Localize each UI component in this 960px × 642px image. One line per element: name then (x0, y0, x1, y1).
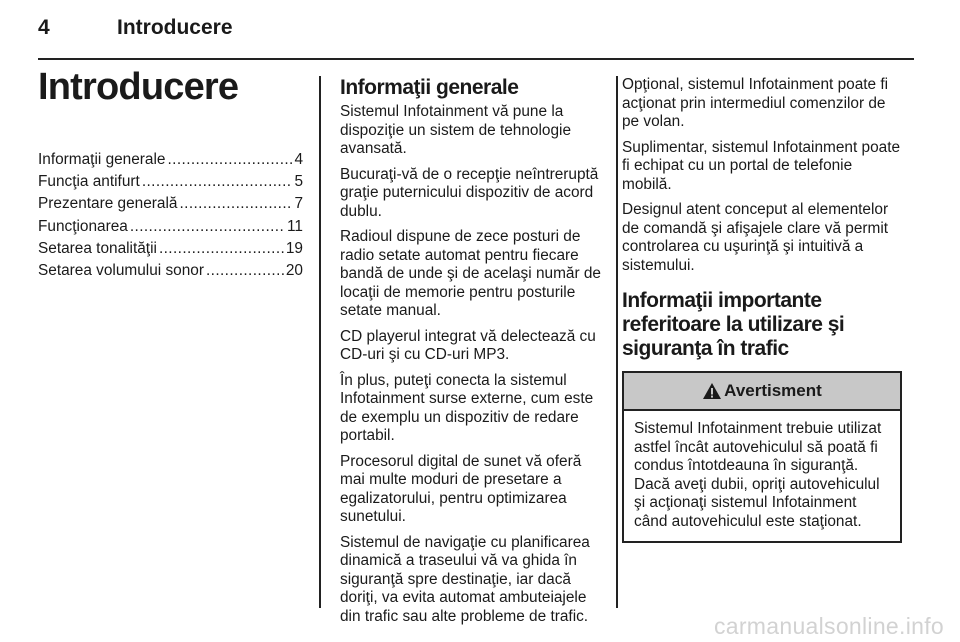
toc-entry-title: Informaţii generale (38, 151, 166, 168)
paragraph: Bucuraţi-vă de o recepţie neîntreruptă graţie puternicului dispozitiv de acord dublu. (340, 165, 599, 220)
toc-entry[interactable] (38, 149, 303, 171)
toc-entry-page: 20 (285, 261, 303, 279)
toc-entry-title: Prezentare generală (38, 195, 178, 213)
warning-header (624, 373, 900, 411)
paragraph: Designul atent conceput al elementelor de comandă şi afişajele clare vă permit controlarea cu uşurinţă şi intuitivă a sistemului. (622, 201, 889, 274)
section-title: Informaţii generale (340, 76, 519, 99)
paragraph: Suplimentar, sistemul Infotainment poate fi echipat cu un portal de telefonie mobilă. (622, 138, 901, 193)
toc-entry-page: 11 (287, 217, 303, 235)
toc-entry[interactable] (38, 193, 303, 215)
chapter-title: Introducere (38, 66, 239, 108)
toc-entry-page: 19 (285, 239, 303, 257)
paragraph: Radioul dispune de zece posturi de radio setate automat pentru fiecare bandă de unde şi de acelaşi număr de locaţii de memorie pentru posturile setate manual. (340, 228, 601, 319)
toc-entry-page: 5 (294, 173, 303, 191)
watermark: carmanualsonline.info (713, 613, 944, 639)
paragraph: În plus, puteţi conecta la sistemul Infotainment surse externe, cum este de exemplu un dispozitiv de redare portabil. (340, 371, 594, 444)
header-rule (38, 58, 914, 60)
toc-leader-dots (167, 149, 292, 171)
toc-entry-page: 7 (294, 195, 303, 213)
running-title: Introducere (117, 16, 233, 39)
toc-entry[interactable] (38, 171, 303, 193)
paragraph: Sistemul Infotainment vă pune la dispoziţie un sistem de tehnologie avansată. (340, 103, 572, 157)
toc-leader-dots (159, 238, 284, 260)
toc-entry-title: Setarea tonalităţii (38, 239, 157, 257)
table-of-contents (38, 149, 303, 282)
paragraph: CD playerul integrat vă delectează cu CD-uri şi cu CD-uri MP3. (340, 327, 596, 363)
warning-triangle-icon (702, 382, 722, 400)
section-title: Informaţii importante referitoare la utilizare şi siguranţa în trafic (622, 289, 845, 360)
toc-entry-page: 4 (294, 151, 303, 168)
page-number: 4 (38, 16, 50, 39)
toc-entry[interactable] (38, 238, 303, 260)
toc-entry[interactable] (38, 260, 303, 282)
warning-box (622, 371, 902, 543)
toc-entry[interactable] (38, 216, 303, 238)
column-divider (616, 76, 618, 608)
toc-entry-title: Funcţionarea (38, 217, 128, 235)
toc-leader-dots (206, 260, 284, 282)
toc-leader-dots (142, 171, 293, 193)
paragraph: Opţional, sistemul Infotainment poate fi acţionat prin intermediul comenzilor de pe volan. (622, 76, 889, 130)
column-right (622, 76, 904, 543)
toc-entry-title: Setarea volumului sonor (38, 261, 204, 279)
toc-leader-dots (179, 193, 292, 215)
column-middle (340, 76, 608, 633)
paragraph: Procesorul digital de sunet vă oferă mai multe moduri de presetare a egalizatorului, pentru optimizarea sunetului. (340, 452, 582, 525)
column-divider (319, 76, 321, 608)
toc-entry-title: Funcţia antifurt (38, 173, 140, 191)
toc-leader-dots (130, 216, 285, 238)
warning-heading: Avertisment (724, 380, 822, 400)
warning-body: Sistemul Infotainment trebuie utilizat astfel încât autovehiculul să poată fi condus întotdeauna în siguranţă. Dacă aveţi dubii, opriţi autovehiculul şi acţionaţi sistemul Infotainment când autovehiculul este staţionat. (634, 420, 882, 530)
paragraph: Sistemul de navigaţie cu planificarea dinamică a traseului vă va ghida în siguranţă spre destinaţie, iar dacă doriţi, va evita automat ambuteiajele din trafic sau alte probleme de trafic. (340, 533, 590, 625)
